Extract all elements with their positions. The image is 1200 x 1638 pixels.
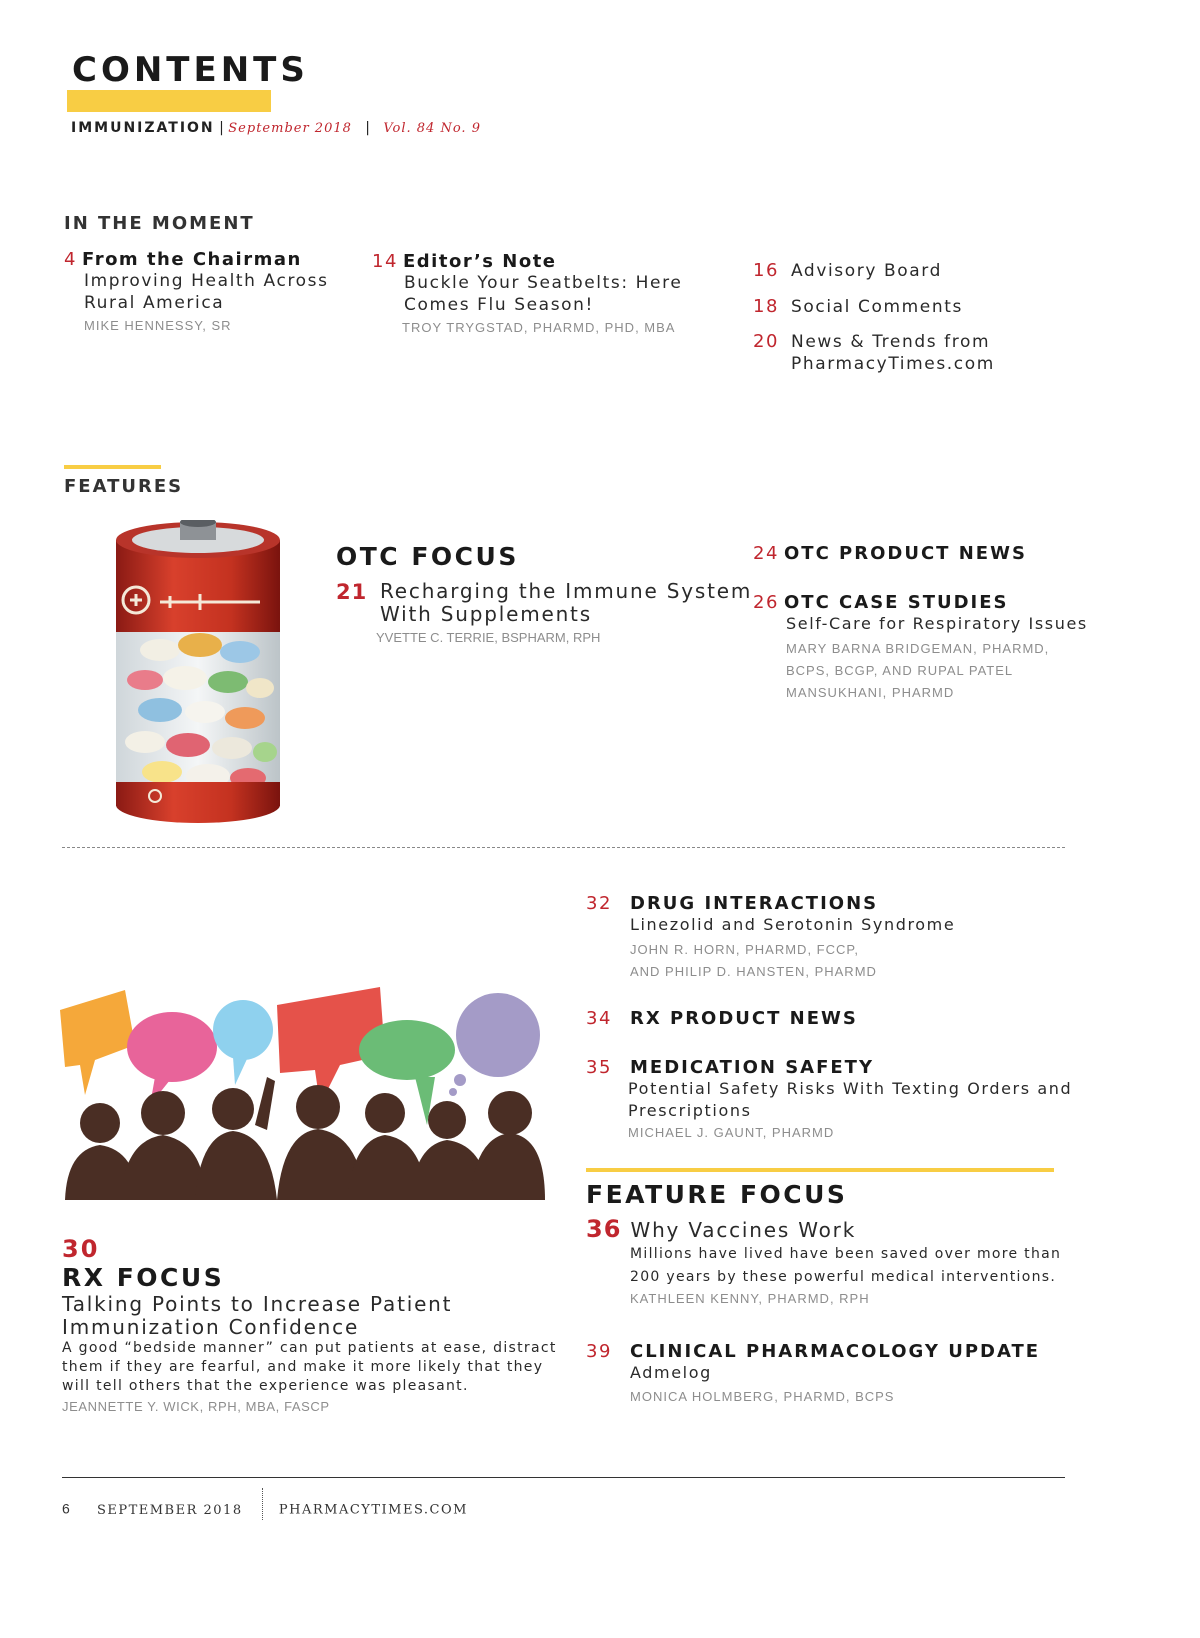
entry-author: JOHN R. HORN, PHARMD, FCCP, [630,942,859,957]
entry-title: MEDICATION SAFETY [630,1057,874,1078]
entry-description: them if they are fearful, and make it more likely that they [62,1359,544,1375]
dashed-divider [62,847,1065,848]
entry-title: Editor’s Note [403,251,557,272]
entry-title: Advisory Board [791,261,942,281]
section-heading-in-the-moment: IN THE MOMENT [64,213,255,234]
entry-title: News & Trends from [791,332,991,352]
footer-rule [62,1477,1065,1478]
page-number: 18 [753,296,779,317]
toc-entry-rx-product-news[interactable] [586,1008,858,1029]
page-number: 30 [62,1235,100,1263]
entry-author: MONICA HOLMBERG, PHARMD, BCPS [630,1389,895,1404]
footer-date: SEPTEMBER 2018 [96,1502,243,1518]
entry-author: TROY TRYGSTAD, PHARMD, PHD, MBA [402,320,676,335]
entry-subtitle: Prescriptions [628,1101,752,1120]
page-number: 20 [753,331,779,352]
issue-date: September 2018 [228,121,352,136]
entry-title: Social Comments [791,297,963,317]
contents-title-highlight [67,90,271,112]
toc-entry-chairman[interactable] [64,249,329,333]
entry-title: From the Chairman [82,249,302,270]
pill-bottle-battery-icon [100,520,295,830]
section-heading-features: FEATURES [64,476,184,497]
entry-author: YVETTE C. TERRIE, BSPHARM, RPH [376,630,601,645]
page-number: 24 [753,543,779,564]
toc-entry-otc-product-news[interactable] [753,543,1027,564]
divider: | [219,120,229,136]
toc-entry-editors-note[interactable] [372,251,682,335]
toc-entry-medication-safety[interactable] [586,1057,1072,1140]
otc-focus-heading: OTC FOCUS [336,542,519,571]
page-number: 26 [753,592,779,613]
entry-subtitle: Rural America [84,293,225,313]
entry-description: Millions have lived have been saved over more than [630,1246,1062,1262]
entry-title: Immunization Confidence [62,1315,360,1339]
entry-subtitle: Linezolid and Serotonin Syndrome [630,915,956,934]
page-number: 34 [586,1008,612,1029]
entry-description: A good “bedside manner” can put patients at ease, distract [62,1340,557,1356]
entry-title: RX PRODUCT NEWS [630,1008,858,1029]
entry-title: With Supplements [380,602,592,626]
page-number: 35 [586,1057,612,1078]
entry-title: OTC CASE STUDIES [784,592,1009,613]
toc-entry-drug-interactions[interactable] [586,893,955,983]
entry-author: BCPS, BCGP, AND RUPAL PATEL [786,663,1014,678]
entry-subtitle: Comes Flu Season! [404,295,594,315]
entry-author: JEANNETTE Y. WICK, RPH, MBA, FASCP [62,1399,330,1414]
entry-author: MIKE HENNESSY, SR [84,318,232,333]
entry-subtitle: Buckle Your Seatbelts: Here [404,273,683,293]
feature-focus-heading: FEATURE FOCUS [586,1180,848,1209]
page-number: 14 [372,251,398,272]
feature-focus-accent-bar [586,1168,1054,1172]
toc-entry-otc-case-studies[interactable] [753,592,1088,704]
entry-description: will tell others that the experience was pleasant. [62,1378,469,1394]
footer-divider [262,1488,263,1520]
entry-subtitle: Self-Care for Respiratory Issues [786,614,1088,633]
entry-description: 200 years by these powerful medical interventions. [630,1269,1057,1285]
entry-author: AND PHILIP D. HANSTEN, PHARMD [630,964,877,979]
entry-author: MANSUKHANI, PHARMD [786,685,955,700]
rx-focus-heading: RX FOCUS [62,1263,225,1292]
footer [62,1494,468,1526]
entry-title: DRUG INTERACTIONS [630,893,879,914]
toc-entry-social-comments[interactable] [753,296,963,318]
toc-entry-news-trends[interactable] [753,331,995,375]
divider: | [356,120,379,136]
entry-author: KATHLEEN KENNY, PHARMD, RPH [630,1291,870,1306]
entry-title: Recharging the Immune System [380,579,753,603]
toc-entry-advisory-board[interactable] [753,260,942,282]
entry-title: Talking Points to Increase Patient [62,1292,453,1316]
features-accent-bar [64,465,161,469]
toc-entry-rx-focus[interactable] [62,1235,557,1414]
contents-title: CONTENTS [72,50,309,90]
entry-title-line2: PharmacyTimes.com [791,354,995,374]
entry-title: Why Vaccines Work [630,1218,857,1242]
entry-author: MICHAEL J. GAUNT, PHARMD [628,1125,835,1140]
volume: Vol. 84 No. 9 [383,121,481,136]
issue-line [71,120,481,136]
entry-title: CLINICAL PHARMACOLOGY UPDATE [630,1341,1041,1362]
entry-subtitle: Potential Safety Risks With Texting Orders and [628,1079,1073,1098]
footer-site-link[interactable]: PHARMACYTIMES.COM [278,1502,468,1518]
section-name: IMMUNIZATION [71,120,215,136]
entry-author: MARY BARNA BRIDGEMAN, PHARMD, [786,641,1050,656]
toc-entry-clinical-pharmacology[interactable] [586,1341,1040,1404]
page-number: 16 [753,260,779,281]
page-number: 32 [586,893,612,914]
page-number: 4 [64,249,77,270]
entry-title: OTC PRODUCT NEWS [784,543,1027,564]
page-number: 21 [336,580,368,604]
entry-subtitle: Admelog [630,1363,712,1382]
entry-subtitle: Improving Health Across [84,271,329,291]
page-number: 39 [586,1341,612,1362]
toc-entry-feature-focus[interactable] [586,1215,1061,1306]
page-number: 36 [586,1215,622,1243]
footer-page-number: 6 [62,1500,72,1517]
speech-bubbles-people-icon [55,985,545,1200]
toc-entry-otc-focus[interactable] [336,579,753,645]
